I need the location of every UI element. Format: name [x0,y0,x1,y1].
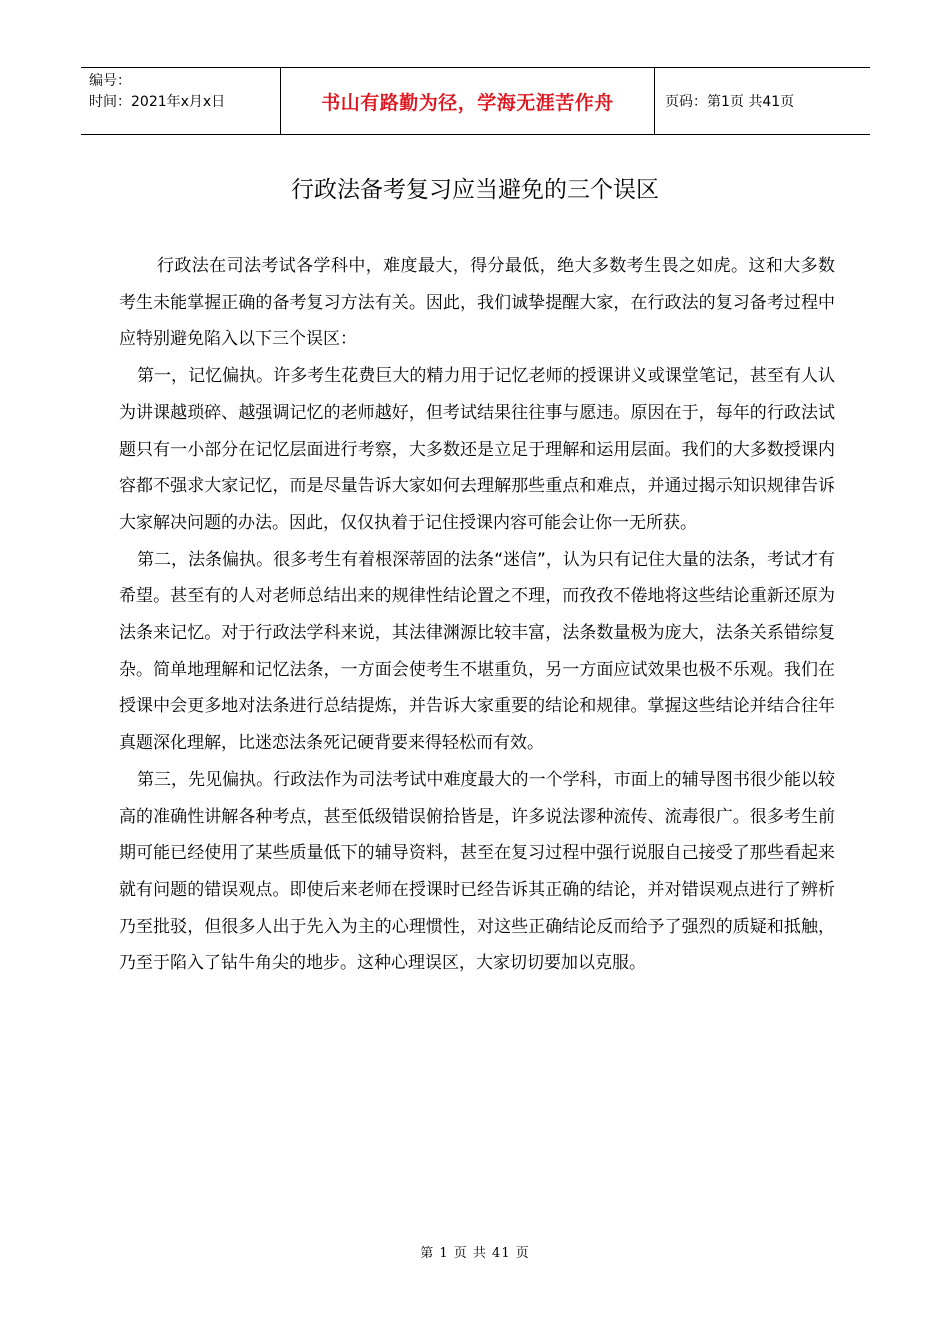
document-number-label: 编号： [89,73,131,89]
paragraph-intro: 行政法在司法考试各学科中，难度最大，得分最低，绝大多数考生畏之如虎。这和大多数考生未能掌握正确的备考复习方法有关。因此，我们诚挚提醒大家，在行政法的复习备考过程中应特别避免陷入以下三个误区： [119,256,835,350]
document-title: 行政法备考复习应当避免的三个误区 [291,177,659,203]
header-meta-cell [81,68,280,134]
paragraph-first-misconception: 第一，记忆偏执。许多考生花费巨大的精力用于记忆老师的授课讲义或课堂笔记，甚至有人认为讲课越琐碎、越强调记忆的老师越好，但考试结果往往事与愿违。原因在于，每年的行政法试题只有一小部分在记忆层面进行考察，大多数还是立足于理解和运用层面。我们的大多数授课内容都不强求大家记忆，而是尽量告诉大家如何去理解那些重点和难点，并通过揭示知识规律告诉大家解决问题的办法。因此，仅仅执着于记住授课内容可能会让你一无所获。 [119,366,835,533]
header-motto: 书山有路勤为径，学海无涯苦作舟 [280,68,655,134]
document-date-label: 时间：2021年x月x日 [89,94,226,110]
paragraph-second-misconception: 第二，法条偏执。很多考生有着根深蒂固的法条“迷信”，认为只有记住大量的法条，考试才有希望。甚至有的人对老师总结出来的规律性结论置之不理，而孜孜不倦地将这些结论重新还原为法条来记忆。对于行政法学科来说，其法律渊源比较丰富，法条数量极为庞大，法条关系错综复杂。简单地理解和记忆法条，一方面会使考生不堪重负，另一方面应试效果也极不乐观。我们在授课中会更多地对法条进行总结提炼，并告诉大家重要的结论和规律。掌握这些结论并结合往年真题深化理解，比迷恋法条死记硬背要来得轻松而有效。 [119,549,835,754]
paragraph-third-misconception: 第三，先见偏执。行政法作为司法考试中难度最大的一个学科，市面上的辅导图书很少能以较高的准确性讲解各种考点，甚至低级错误俯拾皆是，许多说法谬种流传、流毒很广。很多考生前期可能已经使用了某些质量低下的辅导资料，甚至在复习过程中强行说服自己接受了那些看起来就有问题的错误观点。即使后来老师在授课时已经告诉其正确的结论，并对错误观点进行了辨析乃至批驳，但很多人出于先入为主的心理惯性，对这些正确结论反而给予了强烈的质疑和抵触，乃至于陷入了钻牛角尖的地步。这种心理误区，大家切切要加以克服。 [119,769,835,974]
page-footer: 第 1 页 共 41 页 [420,1246,530,1261]
document-body [119,248,835,982]
header-page-info: 页码：第1页 共41页 [665,94,795,110]
header-table [81,67,870,135]
